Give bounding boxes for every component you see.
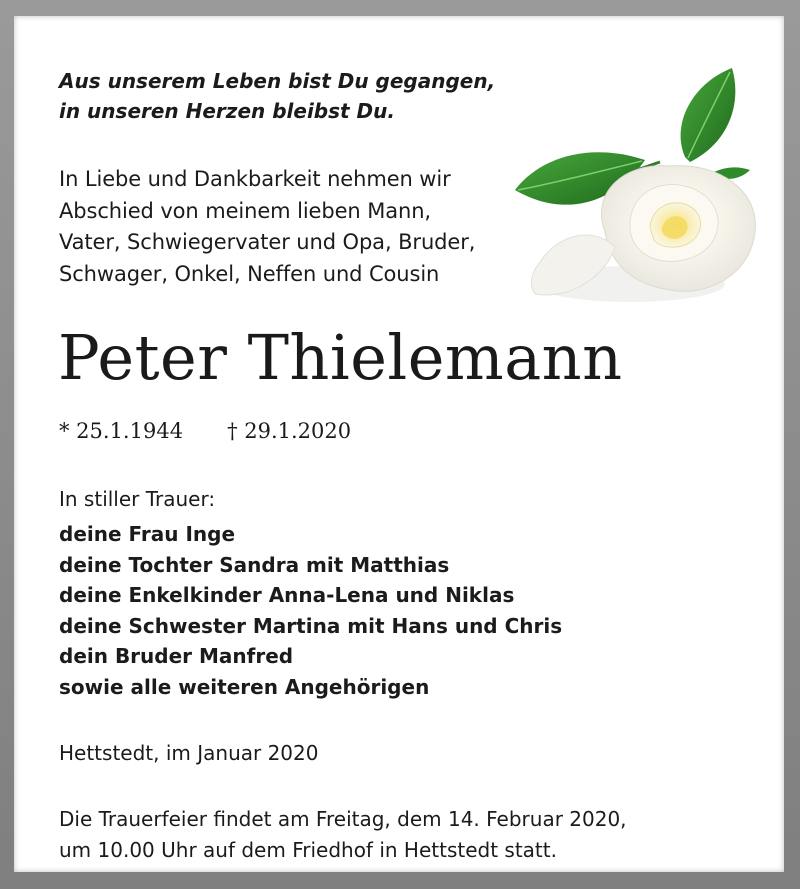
motto-line-2: in unseren Herzen bleibst Du. [59, 99, 395, 123]
death-date: † 29.1.2020 [227, 419, 352, 443]
birth-date: * 25.1.1944 [59, 419, 184, 443]
motto-line-1: Aus unserem Leben bist Du gegangen, [59, 69, 496, 93]
white-rose-icon [510, 62, 770, 312]
mourners-intro: In stiller Trauer: [59, 487, 216, 511]
mourner-item: deine Enkelkinder Anna-Lena und Niklas [59, 583, 515, 607]
intro-line-2: Abschied von meinem lieben Mann, [59, 198, 431, 223]
place-date: Hettstedt, im Januar 2020 [59, 741, 319, 765]
service-line-1: Die Trauerfeier findet am Freitag, dem 14. Februar 2020, [59, 807, 627, 831]
service-line-2: um 10.00 Uhr auf dem Friedhof in Hettstedt statt. [59, 838, 557, 862]
life-dates [59, 416, 351, 446]
mourner-item: deine Schwester Martina mit Hans und Chris [59, 613, 563, 638]
mourner-item: deine Tochter Sandra mit Matthias [59, 552, 450, 577]
mourners-list [59, 519, 562, 702]
intro-text [59, 164, 475, 290]
obituary-card [14, 16, 784, 872]
mourner-item: dein Bruder Manfred [59, 644, 294, 668]
mourner-item: deine Frau Inge [59, 522, 236, 546]
mourner-item: sowie alle weiteren Angehörigen [59, 674, 430, 699]
intro-line-4: Schwager, Onkel, Neffen und Cousin [59, 261, 440, 286]
intro-line-3: Vater, Schwiegervater und Opa, Bruder, [59, 230, 476, 254]
deceased-name: Peter Thielemann [58, 321, 623, 394]
intro-line-1: In Liebe und Dankbarkeit nehmen wir [59, 167, 451, 191]
motto [59, 66, 495, 126]
funeral-service-info [59, 804, 627, 866]
